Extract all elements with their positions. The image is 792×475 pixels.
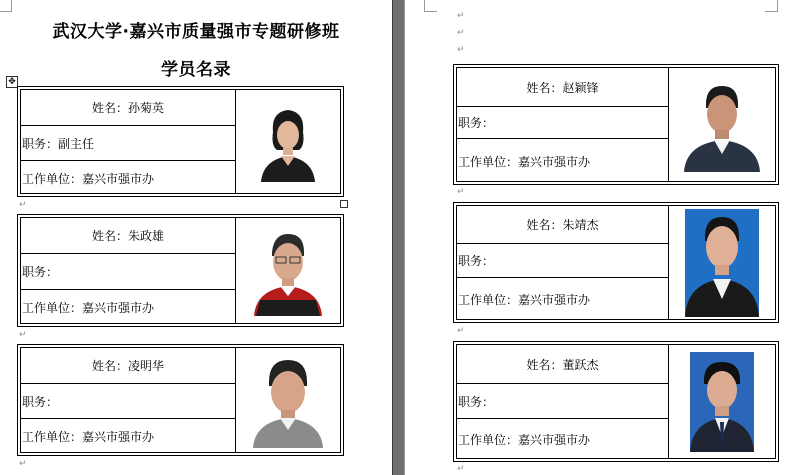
work-unit-label: 工作单位：嘉兴市强市办 xyxy=(22,301,155,315)
photo-cell xyxy=(235,90,340,193)
table-resize-handle[interactable] xyxy=(340,200,348,208)
student-photo xyxy=(253,352,323,448)
position-cell[interactable] xyxy=(21,126,235,161)
photo-cell xyxy=(668,206,775,319)
paragraph-mark: ↵ xyxy=(457,11,465,21)
student-card xyxy=(453,202,779,323)
student-card xyxy=(17,86,344,197)
right-page xyxy=(405,0,792,475)
name-cell[interactable] xyxy=(21,90,235,126)
name-label: 姓名：孙菊英 xyxy=(91,101,164,115)
work-unit-label: 工作单位：嘉兴市强市办 xyxy=(458,433,591,447)
name-cell[interactable] xyxy=(21,348,235,384)
name-cell[interactable] xyxy=(457,206,668,244)
work-unit-cell[interactable] xyxy=(21,161,235,195)
position-label: 职务： xyxy=(22,394,59,409)
paragraph-mark: ↵ xyxy=(19,200,27,210)
work-unit-label: 工作单位：嘉兴市强市办 xyxy=(22,171,155,186)
work-unit-label: 工作单位：嘉兴市强市办 xyxy=(458,154,591,169)
position-label: 职务： xyxy=(22,265,59,279)
photo-cell xyxy=(668,345,775,458)
student-card xyxy=(453,341,779,462)
photo-cell xyxy=(668,68,775,181)
work-unit-cell[interactable] xyxy=(457,419,668,460)
position-cell[interactable] xyxy=(457,384,668,419)
photo-cell xyxy=(235,218,340,323)
work-unit-label: 工作单位：嘉兴市强市办 xyxy=(22,430,155,444)
table-move-handle[interactable]: ✥ xyxy=(6,76,18,88)
work-unit-cell[interactable] xyxy=(21,419,235,454)
position-label: 职务： xyxy=(458,394,495,409)
work-unit-cell[interactable] xyxy=(457,278,668,321)
student-photo xyxy=(684,78,760,172)
name-label: 姓名：董跃杰 xyxy=(526,357,599,372)
photo-cell xyxy=(235,348,340,452)
student-photo xyxy=(690,352,754,452)
paragraph-mark: ↵ xyxy=(457,464,465,474)
position-label: 职务： xyxy=(458,254,495,268)
student-card xyxy=(17,344,344,456)
document-subtitle: 学员名录 xyxy=(161,60,231,80)
position-cell[interactable] xyxy=(21,254,235,290)
paragraph-mark: ↵ xyxy=(457,28,465,38)
crop-mark xyxy=(424,0,437,12)
name-cell[interactable] xyxy=(457,68,668,107)
work-unit-cell[interactable] xyxy=(457,139,668,183)
paragraph-mark: ↵ xyxy=(457,187,465,197)
page-gutter xyxy=(392,0,405,475)
position-cell[interactable] xyxy=(21,384,235,419)
student-photo xyxy=(254,226,322,316)
student-card xyxy=(453,64,779,185)
name-label: 姓名：朱政雄 xyxy=(91,229,164,243)
position-label: 职务： xyxy=(458,116,495,130)
name-label: 姓名：凌明华 xyxy=(91,359,164,373)
name-label: 姓名：朱靖杰 xyxy=(526,218,599,232)
work-unit-label: 工作单位：嘉兴市强市办 xyxy=(458,293,591,307)
left-page xyxy=(0,0,392,475)
student-photo xyxy=(685,209,759,317)
position-label: 职务：副主任 xyxy=(22,136,95,151)
name-cell[interactable] xyxy=(21,218,235,254)
crop-mark xyxy=(0,0,12,12)
crop-mark xyxy=(765,0,778,12)
document-title: 武汉大学·嘉兴市质量强市专题研修班 xyxy=(52,22,340,42)
paragraph-mark: ↵ xyxy=(457,326,465,336)
work-unit-cell[interactable] xyxy=(21,290,235,325)
student-card xyxy=(17,214,344,327)
paragraph-mark: ↵ xyxy=(19,330,27,340)
position-cell[interactable] xyxy=(457,107,668,139)
paragraph-mark: ↵ xyxy=(19,459,27,469)
position-cell[interactable] xyxy=(457,244,668,278)
student-photo xyxy=(259,102,317,182)
name-cell[interactable] xyxy=(457,345,668,384)
name-label: 姓名：赵颖锋 xyxy=(526,80,599,95)
paragraph-mark: ↵ xyxy=(457,45,465,55)
